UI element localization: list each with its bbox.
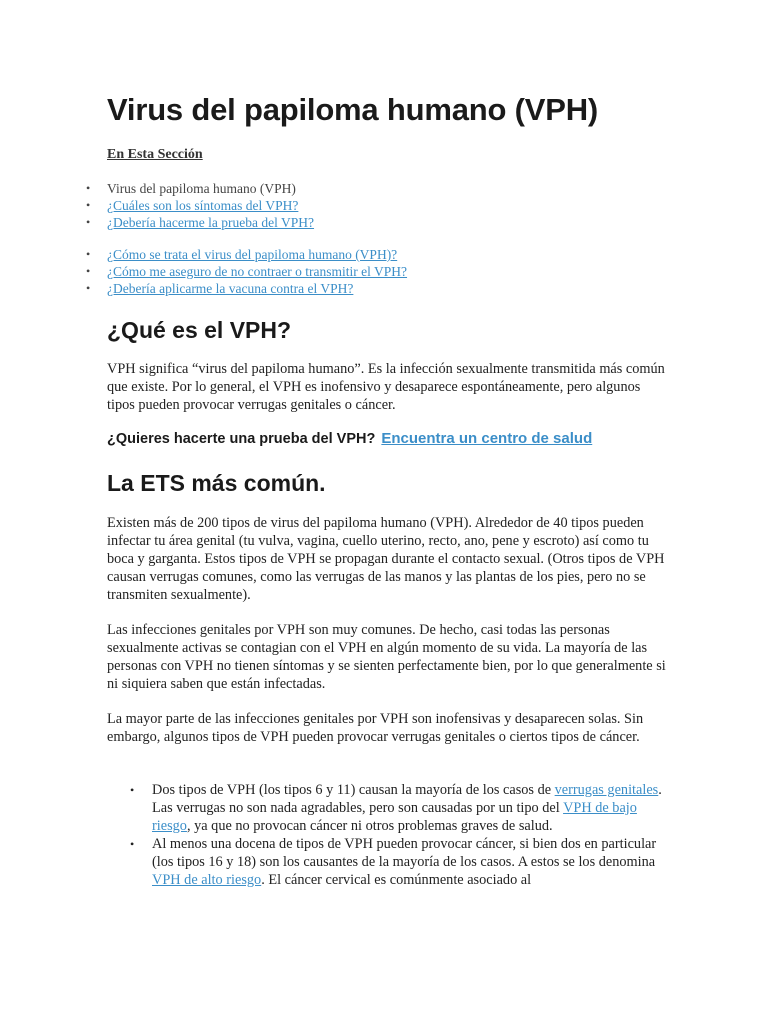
test-cta — [107, 430, 592, 447]
bullet-icon: • — [86, 215, 91, 229]
bullet-icon: • — [130, 783, 135, 797]
section-nav-list-1 — [86, 180, 667, 231]
nav-link-treatment[interactable]: ¿Cómo se trata el virus del papiloma humano (VPH)? — [107, 247, 398, 262]
section-nav-list-2 — [86, 246, 667, 297]
bullet-icon: • — [86, 264, 91, 278]
link-high-risk-hpv[interactable]: VPH de alto riesgo — [152, 872, 262, 888]
list-item — [130, 781, 667, 835]
section-label: En Esta Sección — [107, 147, 203, 162]
bullet-icon: • — [86, 181, 91, 195]
link-genital-warts[interactable]: verrugas genitales — [554, 782, 659, 798]
bullet-text: Dos tipos de VPH (los tipos 6 y 11) causan la mayoría de los casos de — [152, 782, 555, 798]
bullet-text: . El cáncer cervical es comúnmente asociado al — [261, 872, 532, 888]
bullet-icon: • — [86, 247, 91, 261]
nav-item — [86, 180, 667, 197]
bullet-icon: • — [130, 837, 135, 851]
cta-question: ¿Quieres hacerte una prueba del VPH? — [107, 431, 376, 447]
bullet-text: Al menos una docena de tipos de VPH pueden provocar cáncer, si bien dos en particular (los tipos 16 y 18) son los causantes de la mayoría de los casos. A estos se los denomina — [152, 836, 657, 870]
paragraph-common: Las infecciones genitales por VPH son muy comunes. De hecho, casi todas las personas sexualmente activas se contagian con el VPH en algún momento de su vida. La mayoría de las personas con VPH no tienen síntomas y se sienten perfectamente bien, por lo que generalmente si ni siquiera saben que están infectadas. — [107, 622, 666, 692]
paragraph-harmless: La mayor parte de las infecciones genitales por VPH son inofensivas y desaparecen solas. Sin embargo, algunos tipos de VPH pueden provocar verrugas genitales o ciertos tipos de cáncer. — [107, 711, 644, 745]
nav-link-symptoms[interactable]: ¿Cuáles son los síntomas del VPH? — [107, 198, 299, 213]
nav-item[interactable] — [86, 263, 667, 280]
bullet-icon: • — [86, 198, 91, 212]
bullet-text: , ya que no provocan cáncer ni otros problemas graves de salud. — [186, 818, 553, 834]
bullet-text: . Las verrugas no son nada agradables, pero son causadas por un tipo del — [152, 782, 662, 816]
list-item — [130, 835, 667, 889]
nav-item[interactable] — [86, 246, 667, 263]
paragraph-types: Existen más de 200 tipos de virus del papiloma humano (VPH). Alrededor de 40 tipos pueden infectar tu área genital (tu vulva, vagina, cuello uterino, recto, ano, pene y escroto) así como tu boca y garganta. Estos tipos de VPH se propagan durante el contacto sexual. (Otros tipos de VPH causan verrugas comunes, como las verrugas de las manos y las plantas de los pies, pero no se transmiten sexualmente). — [107, 515, 665, 603]
risk-bullet-list — [130, 781, 667, 889]
find-health-center-link[interactable]: Encuentra un centro de salud — [381, 430, 593, 447]
nav-item-label: Virus del papiloma humano (VPH) — [107, 181, 296, 196]
heading-what-is-hpv: ¿Qué es el VPH? — [107, 317, 292, 343]
paragraph-what-is-hpv: VPH significa “virus del papiloma humano”. Es la infección sexualmente transmitida más común que existe. Por lo general, el VPH es inofensivo y desaparece espontáneamente, pero algunos tipos pueden provocar verrugas genitales o cáncer. — [107, 361, 665, 413]
nav-item[interactable] — [86, 214, 667, 231]
nav-link-testing[interactable]: ¿Debería hacerme la prueba del VPH? — [107, 215, 315, 230]
nav-link-vaccine[interactable]: ¿Debería aplicarme la vacuna contra el VPH? — [107, 281, 354, 296]
page-title: Virus del papiloma humano (VPH) — [107, 92, 599, 127]
link-low-risk-hpv[interactable]: VPH de bajo riesgo — [152, 800, 637, 834]
bullet-icon: • — [86, 281, 91, 295]
nav-item[interactable] — [86, 197, 667, 214]
heading-most-common-sti: La ETS más común. — [107, 470, 326, 496]
nav-link-prevention[interactable]: ¿Cómo me aseguro de no contraer o transmitir el VPH? — [107, 264, 408, 279]
nav-item[interactable] — [86, 280, 667, 297]
